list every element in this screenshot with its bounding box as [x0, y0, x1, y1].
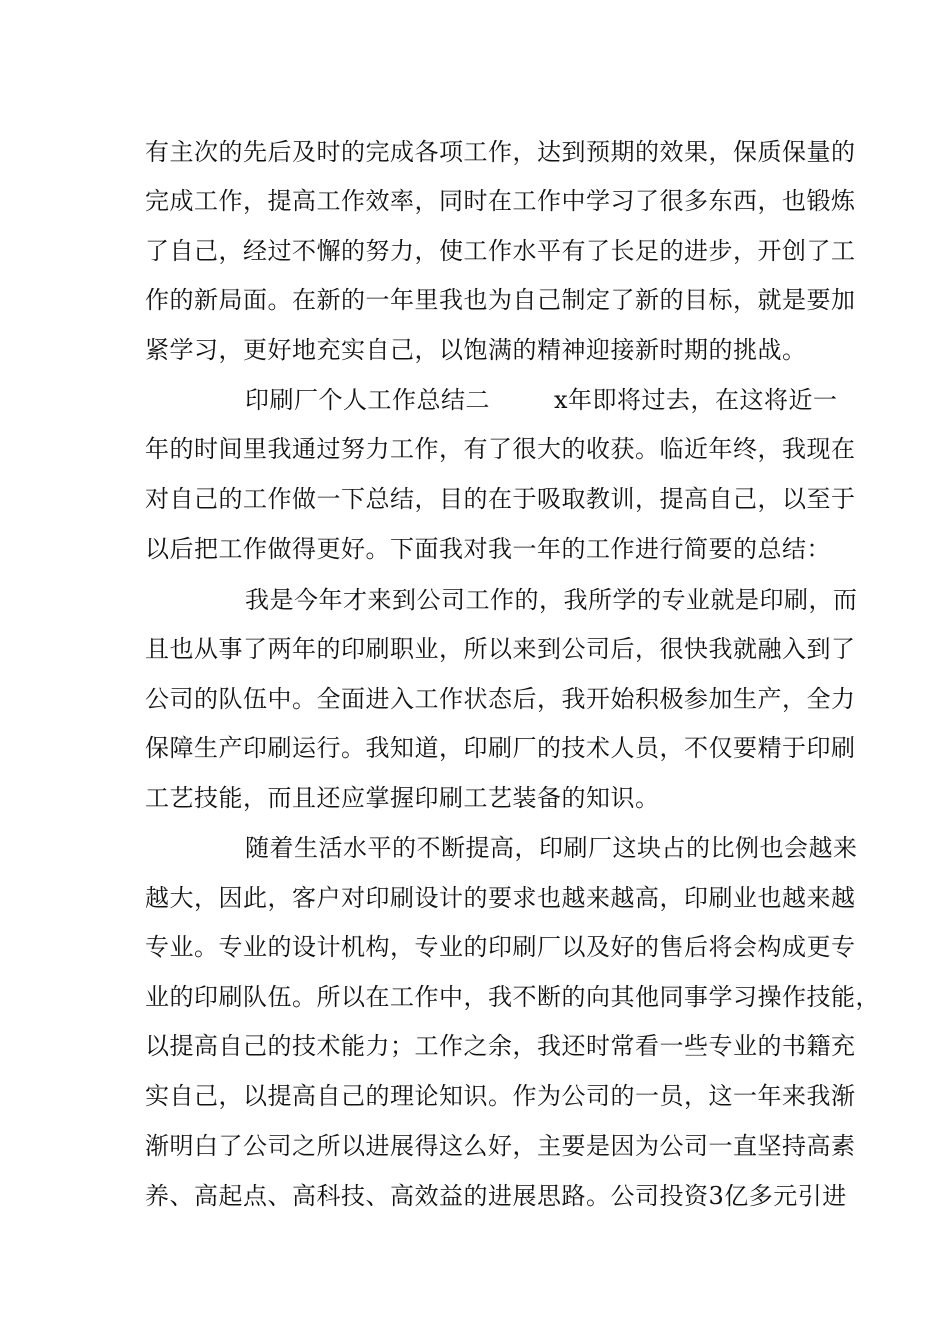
text-line: 越大，因此，客户对印刷设计的要求也越来越高，印刷业也越来越 [145, 884, 856, 912]
text-fragment: x年即将过去，在这将近一 [554, 386, 838, 414]
text-line: 保障生产印刷运行。我知道，印刷厂的技术人员，不仅要精于印刷 [145, 734, 856, 762]
text-line: 年的时间里我通过努力工作，有了很大的收获。临近年终，我现在 [145, 435, 856, 463]
text-line: 且也从事了两年的印刷职业，所以来到公司后，很快我就融入到了 [145, 635, 856, 663]
text-line: 渐明白了公司之所以进展得这么好，主要是因为公司一直坚持高素 [145, 1132, 856, 1160]
text-line: 作的新局面。在新的一年里我也为自己制定了新的目标，就是要加 [145, 286, 856, 314]
text-line: 紧学习，更好地充实自己，以饱满的精神迎接新时期的挑战。 [145, 336, 807, 364]
text-line: 我是今年才来到公司工作的，我所学的专业就是印刷，而 [245, 586, 858, 614]
text-line: 以提高自己的技术能力；工作之余，我还时常看一些专业的书籍充 [145, 1032, 856, 1060]
text-line: 养、高起点、高科技、高效益的进展思路。公司投资3亿多元引进 [145, 1182, 847, 1210]
text-line: 了自己，经过不懈的努力，使工作水平有了长足的进步，开创了工 [145, 237, 856, 265]
text-line: 随着生活水平的不断提高，印刷厂这块占的比例也会越来 [245, 834, 858, 862]
text-line: 对自己的工作做一下总结，目的在于吸取教训，提高自己，以至于 [145, 485, 856, 513]
text-line: 实自己，以提高自己的理论知识。作为公司的一员，这一年来我渐 [145, 1082, 856, 1110]
text-line: 业的印刷队伍。所以在工作中，我不断的向其他同事学习操作技能， [145, 983, 880, 1011]
text-line: 专业。专业的设计机构，专业的印刷厂以及好的售后将会构成更专 [145, 933, 856, 961]
section-heading-line [245, 384, 915, 416]
text-line: 完成工作，提高工作效率，同时在工作中学习了很多东西，也锻炼 [145, 187, 856, 215]
text-line: 工艺技能，而且还应掌握印刷工艺装备的知识。 [145, 784, 660, 812]
text-line: 公司的队伍中。全面进入工作状态后，我开始积极参加生产，全力 [145, 685, 856, 713]
text-line: 有主次的先后及时的完成各项工作，达到预期的效果，保质保量的 [145, 138, 856, 166]
section-title: 印刷厂个人工作总结二 [245, 386, 490, 414]
text-line: 以后把工作做得更好。下面我对我一年的工作进行简要的总结： [145, 535, 831, 563]
